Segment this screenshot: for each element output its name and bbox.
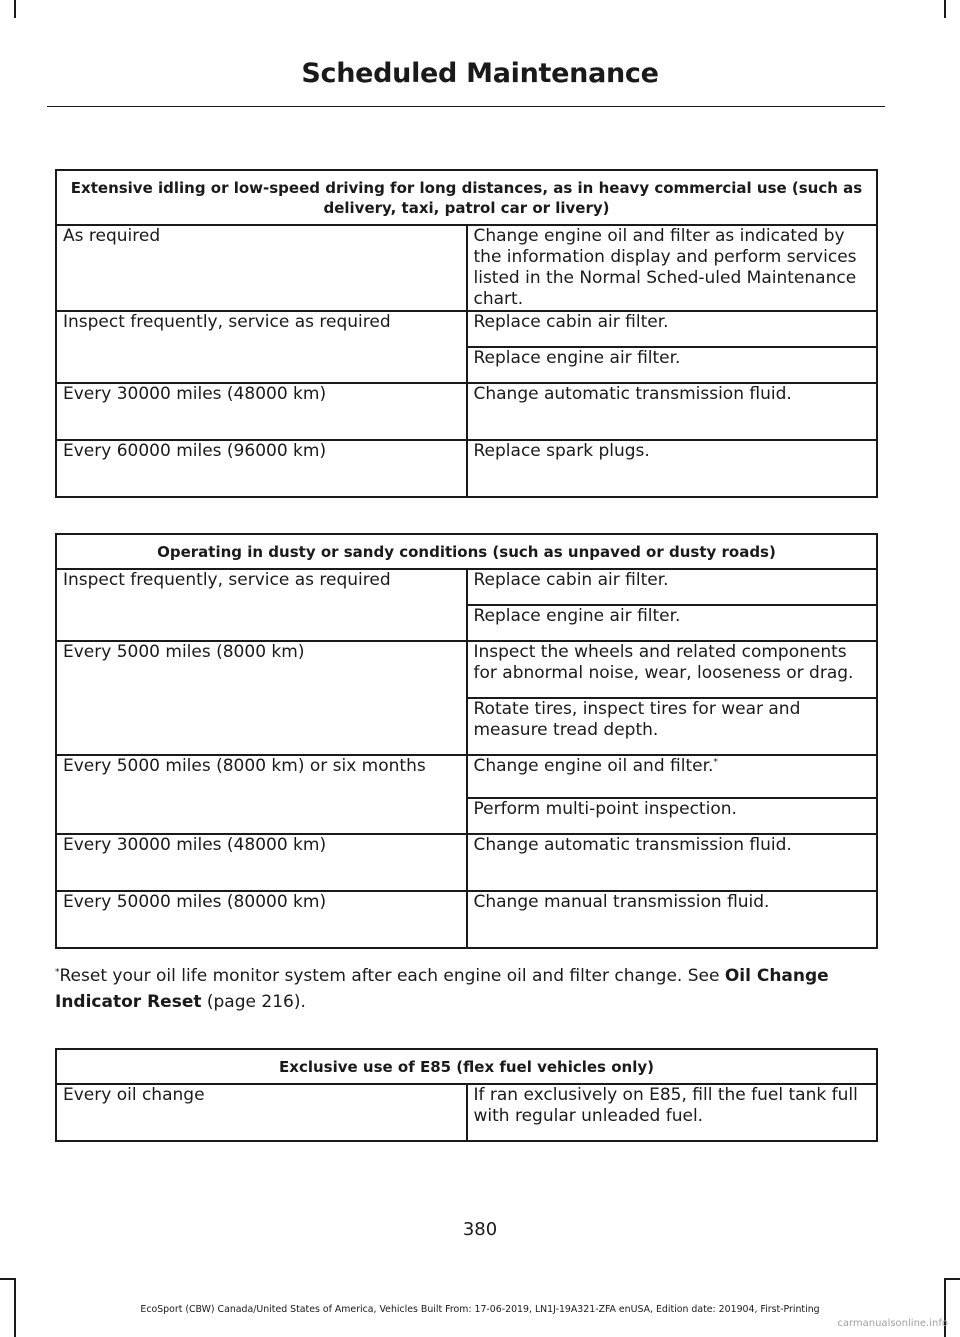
title-divider bbox=[47, 106, 885, 107]
e85-table bbox=[55, 1048, 878, 1142]
action-cell: Inspect the wheels and related components for abnormal noise, wear, looseness or drag. bbox=[467, 641, 878, 698]
interval-cell: Every 50000 miles (80000 km) bbox=[56, 891, 467, 948]
action-cell: Replace engine air filter. bbox=[467, 347, 878, 383]
crop-mark bbox=[944, 0, 946, 18]
action-cell: Replace cabin air filter. bbox=[467, 569, 878, 605]
footnote-text: Reset your oil life monitor system after each engine oil and filter change. See bbox=[59, 966, 725, 986]
table-row bbox=[56, 1084, 877, 1141]
interval-cell: Every 5000 miles (8000 km) bbox=[56, 641, 467, 755]
interval-cell: As required bbox=[56, 225, 467, 311]
crop-mark bbox=[14, 0, 16, 18]
interval-cell: Every 60000 miles (96000 km) bbox=[56, 440, 467, 497]
page-reference: (page 216). bbox=[201, 992, 306, 1012]
table-row bbox=[56, 383, 877, 440]
action-cell: Change automatic transmission fluid. bbox=[467, 383, 878, 440]
document-footer: EcoSport (CBW) Canada/United States of America, Vehicles Built From: 17-06-2019, LN1J-19A321-ZFA enUSA, Edition date: 201904, First-Printing bbox=[140, 1304, 820, 1315]
action-cell: Replace spark plugs. bbox=[467, 440, 878, 497]
action-text: Change engine oil and filter. bbox=[473, 756, 714, 776]
action-cell: Replace engine air filter. bbox=[467, 605, 878, 641]
page-number: 380 bbox=[462, 1219, 498, 1240]
crop-mark bbox=[0, 1278, 14, 1280]
action-cell: Perform multi-point inspection. bbox=[467, 798, 878, 834]
table-row bbox=[56, 440, 877, 497]
table-row bbox=[56, 225, 877, 311]
table-row bbox=[56, 311, 877, 347]
table-header-row bbox=[56, 170, 877, 225]
action-cell: Replace cabin air filter. bbox=[467, 311, 878, 347]
action-cell bbox=[467, 755, 878, 798]
crop-mark bbox=[945, 1278, 960, 1280]
table-header-row bbox=[56, 534, 877, 569]
table-row bbox=[56, 641, 877, 698]
idling-maintenance-table bbox=[55, 169, 878, 498]
table-header-row bbox=[56, 1049, 877, 1084]
page-title: Scheduled Maintenance bbox=[301, 58, 659, 89]
table-title: Exclusive use of E85 (flex fuel vehicles only) bbox=[56, 1049, 877, 1084]
action-cell: If ran exclusively on E85, fill the fuel tank full with regular unleaded fuel. bbox=[467, 1084, 878, 1141]
table-row bbox=[56, 755, 877, 798]
action-cell: Change manual transmission fluid. bbox=[467, 891, 878, 948]
table-row bbox=[56, 834, 877, 891]
footnote-marker: * bbox=[713, 757, 718, 768]
interval-cell: Inspect frequently, service as required bbox=[56, 311, 467, 383]
interval-cell: Every 30000 miles (48000 km) bbox=[56, 834, 467, 891]
oil-change-indicator-reset-link[interactable]: Oil Change Indicator Reset bbox=[55, 966, 829, 1012]
action-cell: Change automatic transmission fluid. bbox=[467, 834, 878, 891]
table-row bbox=[56, 569, 877, 605]
interval-cell: Every oil change bbox=[56, 1084, 467, 1141]
table-title: Extensive idling or low-speed driving for long distances, as in heavy commercial use (such as delivery, taxi, patrol car or livery) bbox=[56, 170, 877, 225]
interval-cell: Every 30000 miles (48000 km) bbox=[56, 383, 467, 440]
table-title: Operating in dusty or sandy conditions (such as unpaved or dusty roads) bbox=[56, 534, 877, 569]
action-cell: Rotate tires, inspect tires for wear and measure tread depth. bbox=[467, 698, 878, 755]
dusty-conditions-table bbox=[55, 533, 878, 949]
watermark: carmanualsonline.info bbox=[837, 1318, 948, 1329]
action-cell: Change engine oil and filter as indicated by the information display and perform services listed in the Normal Sched-uled Maintenance chart. bbox=[467, 225, 878, 311]
footnote-marker: * bbox=[55, 967, 60, 978]
footnote bbox=[55, 963, 881, 1015]
interval-cell: Inspect frequently, service as required bbox=[56, 569, 467, 641]
table-row bbox=[56, 891, 877, 948]
interval-cell: Every 5000 miles (8000 km) or six months bbox=[56, 755, 467, 834]
